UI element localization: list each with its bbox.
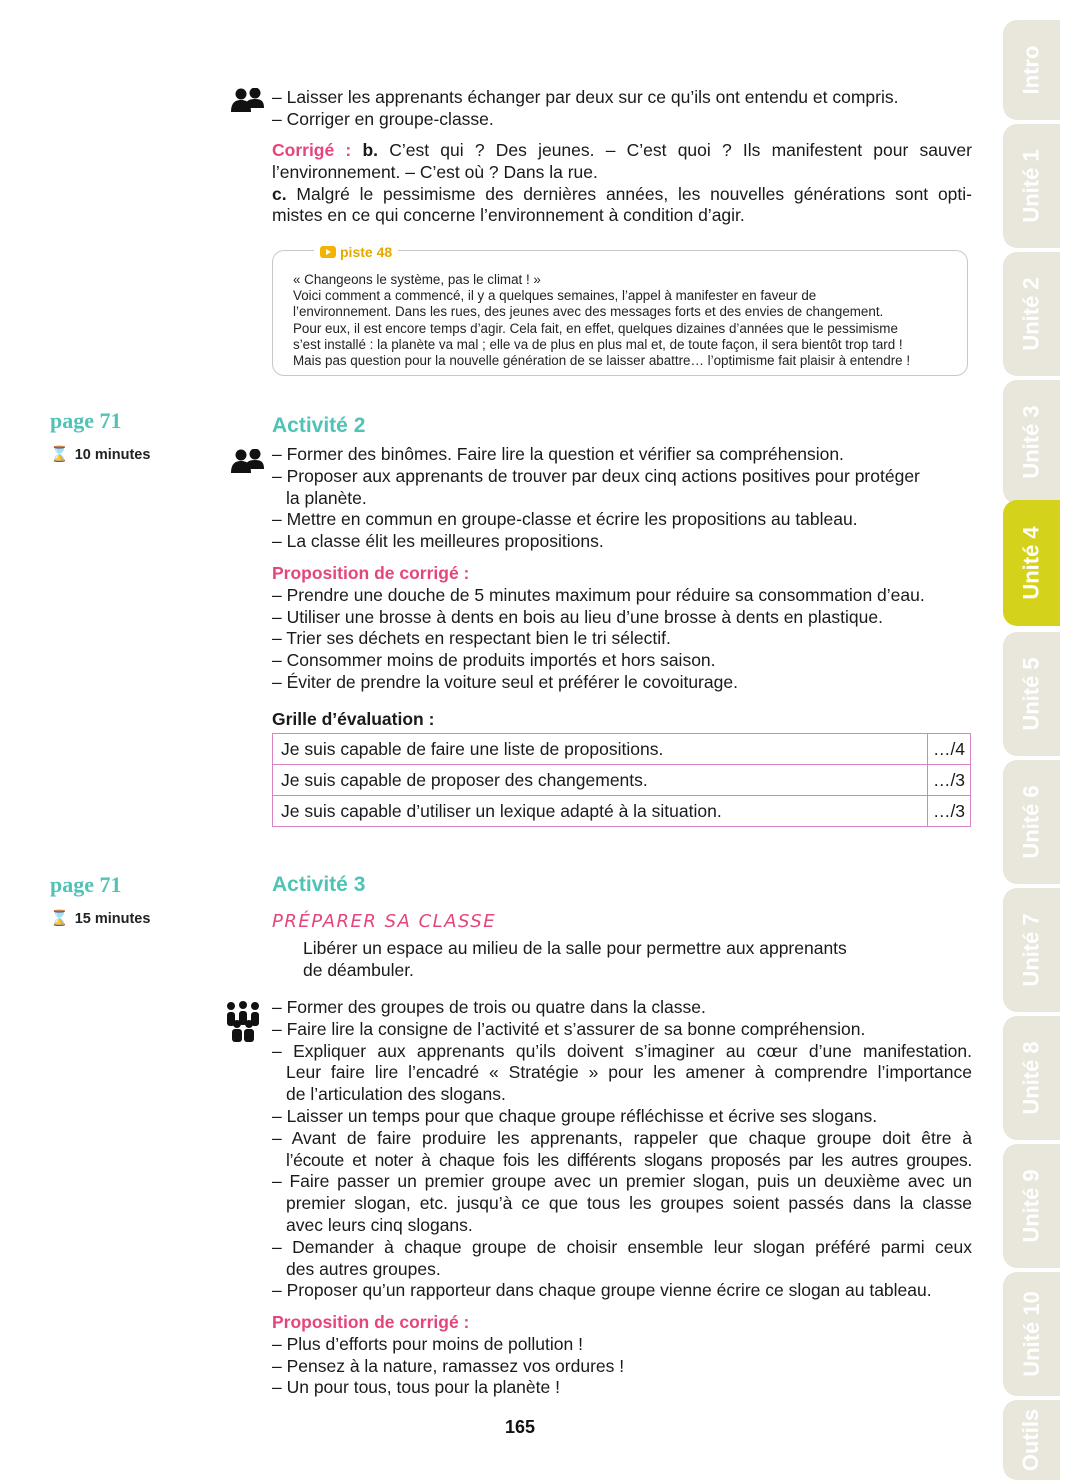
- step-line: – Former des binômes. Faire lire la question et vérifier sa compréhension.: [272, 444, 844, 464]
- section1-instructions: [272, 87, 972, 131]
- tab-label: Unité 4: [1018, 526, 1044, 600]
- corrige-line: – Prendre une douche de 5 minutes maximum pour réduire sa consommation d’eau.: [272, 584, 925, 605]
- tab-unite-6[interactable]: [1003, 760, 1060, 884]
- transcript-line: s’est installé : la planète va mal ; elle va de plus en plus mal et, de toute façon, il sera bientôt trop tard !: [293, 336, 903, 352]
- table-row: [273, 765, 971, 796]
- step-line: – Mettre en commun en groupe-classe et écrire les propositions au tableau.: [272, 509, 858, 530]
- step-line: – Proposer qu’un rapporteur dans chaque groupe vienne écrire ce slogan au tableau.: [272, 1280, 932, 1301]
- tab-label: Outils: [1018, 1408, 1044, 1472]
- step-line: – Former des groupes de trois ou quatre dans la classe.: [272, 997, 706, 1017]
- step-line: – La classe élit les meilleures propositions.: [272, 531, 604, 552]
- duration-text: 15 minutes: [74, 911, 151, 927]
- tab-label: Intro: [1018, 45, 1044, 95]
- transcript-line: l’environnement. Dans les rues, des jeunes avec des messages forts et des envies de changement.: [293, 304, 884, 320]
- score-cell: …/3: [928, 765, 971, 796]
- corrige-label: Proposition de corrigé :: [272, 563, 470, 583]
- corrige-line: – Un pour tous, tous pour la planète !: [272, 1377, 560, 1398]
- step-line: – Laisser un temps pour que chaque groupe réfléchisse et écrive ses slogans.: [272, 1105, 878, 1126]
- play-icon: [320, 246, 336, 258]
- step-line: – Faire passer un premier groupe avec un premier slogan, puis un deuxième avec un: [272, 1171, 972, 1192]
- activity-title: Activité 3: [272, 873, 366, 896]
- criterion-cell: Je suis capable de faire une liste de propositions.: [273, 734, 928, 765]
- step-line: – Proposer aux apprenants de trouver par deux cinq actions positives pour protéger: [272, 465, 920, 486]
- transcript-line: Voici comment a commencé, il y a quelques semaines, l’appel à manifester en faveur de: [293, 288, 817, 304]
- hourglass-icon: ⌛: [50, 446, 69, 463]
- tab-label: Unité 1: [1018, 149, 1044, 223]
- tab-label: Unité 7: [1018, 913, 1044, 987]
- audio-transcript: [293, 272, 963, 369]
- corrige-line: – Pensez à la nature, ramassez vos ordures !: [272, 1355, 625, 1376]
- corrige-b-line1: [272, 140, 972, 162]
- corrige-letter: c.: [272, 183, 287, 204]
- pair-work-icon: [231, 449, 264, 475]
- duration: [50, 445, 150, 463]
- step-line: – Expliquer aux apprenants qu’ils doivent s’imaginer au cœur d’une manifestation.: [272, 1040, 972, 1061]
- transcript-line: Pour eux, il est encore temps d’agir. Cela fait, en effet, quelques dizaines d’années que le pessimisme: [293, 320, 898, 336]
- tab-unite-5[interactable]: [1003, 632, 1060, 756]
- track-name: piste 48: [340, 244, 393, 260]
- corrige-text: C’est qui ? Des jeunes. – C’est quoi ? Ils manifestent pour sauver: [389, 140, 972, 160]
- instruction-line: – Laisser les apprenants échanger par deux sur ce qu’ils ont entendu et compris.: [272, 87, 899, 107]
- tab-label: Unité 5: [1018, 657, 1044, 731]
- activity-title: Activité 2: [272, 414, 366, 437]
- corrige-b-line2: l’environnement. – C’est où ? Dans la rue.: [272, 161, 598, 182]
- step-line: de l’articulation des slogans.: [286, 1084, 506, 1105]
- prepare-line: Libérer un espace au milieu de la salle pour permettre aux apprenants: [303, 938, 847, 958]
- step-line: premier slogan, etc. jusqu’à ce que tous les groupes soient passés dans la classe: [286, 1193, 972, 1214]
- corrige-label: Corrigé :: [272, 140, 352, 160]
- corrige-line: – Consommer moins de produits importés et hors saison.: [272, 650, 716, 671]
- score-cell: …/4: [928, 734, 971, 765]
- unit-tabs: [1003, 20, 1060, 1472]
- step-line: la planète.: [286, 487, 367, 508]
- step-line: avec leurs cinq slogans.: [286, 1214, 473, 1235]
- group-work-icon: [226, 1000, 260, 1042]
- instruction-line: – Corriger en groupe-classe.: [272, 108, 494, 129]
- tab-unite-4[interactable]: [1003, 500, 1060, 626]
- score-cell: …/3: [928, 796, 971, 827]
- step-line: l’écoute et noter à chaque fois les différents slogans proposés par les autres groupes.: [286, 1149, 972, 1170]
- activity3-steps: [272, 997, 972, 1302]
- tab-unite-3[interactable]: [1003, 380, 1060, 504]
- evaluation-grid: [272, 733, 971, 827]
- corrige-line: – Utiliser une brosse à dents en bois au lieu d’une brosse à dents en plastique.: [272, 606, 883, 627]
- corrige-line: – Plus d’efforts pour moins de pollution !: [272, 1333, 583, 1354]
- tab-unite-9[interactable]: [1003, 1144, 1060, 1268]
- corrige-line: – Éviter de prendre la voiture seul et préférer le covoiturage.: [272, 671, 738, 692]
- step-line: – Avant de faire produire les apprenants, rappeler que chaque groupe doit être à: [272, 1127, 972, 1148]
- duration: [50, 909, 150, 927]
- activity3-corrige: [272, 1312, 972, 1399]
- tab-unite-7[interactable]: [1003, 888, 1060, 1012]
- corrige-c-line1: [272, 184, 972, 206]
- corrige-label: Proposition de corrigé :: [272, 1312, 470, 1332]
- step-line: des autres groupes.: [286, 1258, 441, 1279]
- step-line: Leur faire lire l’encadré « Stratégie » pour les amener à comprendre l’importance: [286, 1062, 972, 1083]
- tab-unite-10[interactable]: [1003, 1272, 1060, 1396]
- tab-label: Unité 10: [1018, 1291, 1044, 1377]
- page-reference: page 71: [50, 408, 122, 433]
- transcript-line: Mais pas question pour la nouvelle génération de se laisser abattre… l’optimisme fait plaisir à entendre !: [293, 353, 911, 369]
- criterion-cell: Je suis capable de proposer des changements.: [273, 765, 928, 796]
- tab-label: Unité 8: [1018, 1041, 1044, 1115]
- tab-label: Unité 2: [1018, 277, 1044, 351]
- audio-track-label[interactable]: [314, 243, 398, 261]
- pair-work-icon: [231, 88, 264, 114]
- evaluation-grid-title: Grille d’évaluation :: [272, 709, 435, 729]
- tab-label: Unité 6: [1018, 785, 1044, 859]
- page-number: 165: [504, 1417, 536, 1437]
- corrige-c-line2: mistes en ce qui concerne l’environnement à condition d’agir.: [272, 205, 745, 226]
- tab-unite-8[interactable]: [1003, 1016, 1060, 1140]
- table-row: [273, 734, 971, 765]
- page-reference: page 71: [50, 872, 122, 897]
- transcript-line: « Changeons le système, pas le climat ! »: [293, 272, 541, 287]
- corrige-line: – Trier ses déchets en respectant bien le tri sélectif.: [272, 628, 671, 649]
- duration-text: 10 minutes: [74, 447, 151, 463]
- tab-label: Unité 9: [1018, 1169, 1044, 1243]
- tab-unite-1[interactable]: [1003, 124, 1060, 248]
- step-line: – Demander à chaque groupe de choisir ensemble leur slogan préféré parmi ceux: [272, 1236, 972, 1257]
- tab-outils[interactable]: [1003, 1400, 1060, 1480]
- activity2-steps: [272, 444, 972, 553]
- corrige-letter: b.: [362, 140, 379, 160]
- hourglass-icon: ⌛: [50, 910, 69, 927]
- tab-intro[interactable]: [1003, 20, 1060, 120]
- prepare-class-text: [303, 938, 943, 982]
- table-row: [273, 796, 971, 827]
- activity2-corrige: [272, 563, 972, 694]
- criterion-cell: Je suis capable d’utiliser un lexique adapté à la situation.: [273, 796, 928, 827]
- prepare-class-heading: PRÉPARER SA CLASSE: [272, 911, 497, 932]
- step-line: – Faire lire la consigne de l’activité et s’assurer de sa bonne compréhension.: [272, 1018, 866, 1039]
- section1-corrige: [272, 140, 972, 227]
- tab-label: Unité 3: [1018, 405, 1044, 479]
- prepare-line: de déambuler.: [303, 959, 414, 980]
- tab-unite-2[interactable]: [1003, 252, 1060, 376]
- corrige-text: Malgré le pessimisme des dernières années, les nouvelles générations sont opti-: [296, 183, 972, 204]
